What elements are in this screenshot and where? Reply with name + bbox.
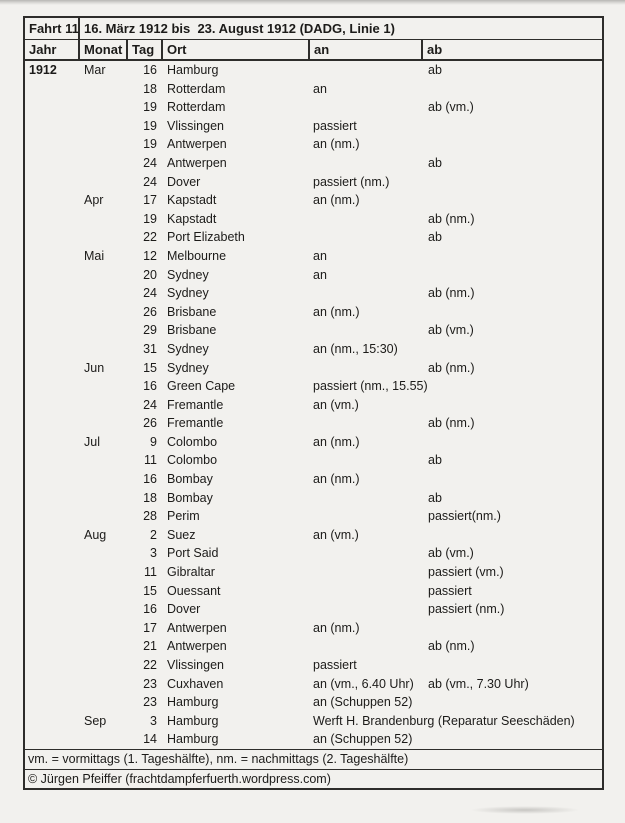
table-row	[24, 712, 603, 731]
cell-ort: Antwerpen	[167, 155, 227, 170]
cell-ab	[422, 266, 603, 285]
cell-jahr	[24, 489, 79, 508]
cell-ort: Sydney	[167, 267, 209, 282]
cell-ort: Hamburg	[167, 732, 219, 747]
cell-ab: ab	[428, 453, 442, 468]
col-header-ort: Ort	[162, 39, 309, 60]
table-row	[24, 451, 603, 470]
cell-ort: Antwerpen	[167, 639, 227, 654]
cell-monat	[79, 656, 127, 675]
cell-monat	[79, 154, 127, 173]
cell-an: passiert (nm.)	[313, 174, 390, 189]
cell-ab	[422, 173, 603, 192]
table-row	[24, 489, 603, 508]
cell-an: an (nm.)	[313, 137, 360, 152]
cell-jahr	[24, 228, 79, 247]
table-row	[24, 563, 603, 582]
table-row	[24, 303, 603, 322]
cell-jahr	[24, 507, 79, 526]
cell-tag: 14	[143, 732, 157, 747]
cell-ort: Rotterdam	[167, 81, 226, 96]
cell-monat	[79, 414, 127, 433]
cell-monat	[79, 173, 127, 192]
cell-tag: 3	[150, 713, 157, 728]
cell-ort: Bombay	[167, 472, 213, 487]
scan-smudge-artifact	[470, 806, 580, 814]
cell-jahr	[24, 600, 79, 619]
cell-an	[309, 228, 422, 247]
cell-an: an (vm.)	[313, 397, 359, 412]
cell-an	[309, 154, 422, 173]
cell-an	[309, 321, 422, 340]
cell-monat	[79, 98, 127, 117]
cell-jahr	[24, 433, 79, 452]
cell-monat	[79, 637, 127, 656]
table-row	[24, 98, 603, 117]
cell-tag: 18	[143, 81, 157, 96]
cell-ab	[422, 117, 603, 136]
cell-an	[309, 414, 422, 433]
cell-jahr	[24, 563, 79, 582]
table-row	[24, 693, 603, 712]
table-row	[24, 173, 603, 192]
cell-an: an (Schuppen 52)	[313, 732, 413, 747]
table-row	[24, 619, 603, 638]
cell-ort: Port Said	[167, 546, 219, 561]
table-row	[24, 730, 603, 749]
cell-tag: 31	[143, 341, 157, 356]
cell-ab: passiert (vm.)	[428, 565, 504, 580]
table-row	[24, 582, 603, 601]
cell-ort: Brisbane	[167, 304, 217, 319]
cell-jahr	[24, 526, 79, 545]
cell-an: Werft H. Brandenburg (Reparatur Seeschäden)	[313, 713, 575, 728]
cell-an	[309, 359, 422, 378]
cell-tag: 18	[143, 490, 157, 505]
cell-ab: ab	[428, 155, 442, 170]
cell-tag: 28	[143, 509, 157, 524]
cell-an: an (nm.)	[313, 620, 360, 635]
cell-jahr	[24, 135, 79, 154]
cell-ab	[422, 470, 603, 489]
cell-jahr	[24, 247, 79, 266]
table-row	[24, 191, 603, 210]
cell-ab: passiert	[428, 583, 472, 598]
cell-monat	[79, 451, 127, 470]
cell-ort: Gibraltar	[167, 565, 215, 580]
table-row	[24, 675, 603, 694]
cell-ab: ab	[428, 490, 442, 505]
cell-an: passiert	[313, 658, 357, 672]
cell-monat	[79, 340, 127, 359]
cell-tag: 16	[143, 63, 157, 77]
table-row	[24, 470, 603, 489]
cell-ab	[422, 433, 603, 452]
cell-jahr	[24, 80, 79, 99]
col-header-ab: ab	[422, 39, 603, 60]
abbreviation-legend: vm. = vormittags (1. Tageshälfte), nm. = nachmittags (2. Tageshälfte)	[24, 749, 603, 769]
cell-an	[309, 544, 422, 563]
cell-ort: Rotterdam	[167, 100, 226, 115]
cell-ort: Ouessant	[167, 583, 221, 598]
cell-an: an (Schuppen 52)	[313, 695, 413, 710]
cell-ab	[422, 135, 603, 154]
cell-ab: ab	[428, 230, 442, 245]
cell-monat	[79, 730, 127, 749]
cell-tag: 22	[143, 230, 157, 245]
table-row	[24, 117, 603, 136]
table-row	[24, 321, 603, 340]
cell-ort: Green Cape	[167, 379, 236, 394]
cell-an	[309, 507, 422, 526]
table-row	[24, 340, 603, 359]
cell-ort: Hamburg	[167, 63, 219, 77]
cell-jahr: 1912	[29, 63, 57, 77]
cell-ort: Vlissingen	[167, 118, 224, 133]
table-row	[24, 284, 603, 303]
table-row	[24, 637, 603, 656]
cell-jahr	[24, 396, 79, 415]
cell-tag: 20	[143, 267, 157, 282]
copyright-row	[24, 769, 603, 789]
cell-tag: 15	[143, 360, 157, 375]
cell-ort: Dover	[167, 602, 201, 617]
cell-jahr	[24, 712, 79, 731]
cell-monat	[79, 544, 127, 563]
cell-ab: ab (nm.)	[428, 639, 475, 654]
cell-ab	[422, 191, 603, 210]
cell-an	[309, 451, 422, 470]
cell-ort: Melbourne	[167, 248, 227, 263]
cell-tag: 26	[143, 416, 157, 431]
cell-tag: 23	[143, 676, 157, 691]
cell-jahr	[24, 377, 79, 396]
cell-monat: Jun	[84, 360, 105, 375]
cell-tag: 15	[143, 583, 157, 598]
cell-an: an	[313, 267, 327, 282]
cell-monat: Aug	[84, 527, 107, 542]
cell-tag: 26	[143, 304, 157, 319]
table-row	[24, 507, 603, 526]
cell-ort: Fremantle	[167, 416, 224, 431]
cell-tag: 19	[143, 211, 157, 226]
table-row	[24, 544, 603, 563]
cell-ort: Sydney	[167, 341, 209, 356]
cell-ort: Antwerpen	[167, 137, 227, 152]
col-header-monat: Monat	[79, 39, 127, 60]
cell-ab	[422, 396, 603, 415]
cell-ab: ab	[428, 63, 442, 77]
cell-jahr	[24, 730, 79, 749]
cell-an: an (nm.)	[313, 304, 360, 319]
cell-ort: Hamburg	[167, 695, 219, 710]
copyright-text: © Jürgen Pfeiffer (frachtdampferfuerth.wordpress.com)	[24, 769, 603, 789]
cell-ort: Colombo	[167, 434, 218, 449]
cell-an	[309, 600, 422, 619]
cell-ort: Fremantle	[167, 397, 224, 412]
cell-monat	[79, 470, 127, 489]
cell-tag: 22	[143, 658, 157, 672]
cell-ab: ab (nm.)	[428, 211, 475, 226]
cell-jahr	[24, 173, 79, 192]
cell-ort: Suez	[167, 527, 196, 542]
cell-tag: 19	[143, 137, 157, 152]
cell-tag: 21	[143, 639, 157, 654]
cell-monat	[79, 80, 127, 99]
cell-monat	[79, 675, 127, 694]
cell-jahr	[24, 637, 79, 656]
cell-tag: 24	[143, 397, 157, 412]
cell-ab: ab (nm.)	[428, 360, 475, 375]
cell-an: passiert (nm., 15.55)	[313, 379, 428, 394]
cell-ort: Sydney	[167, 286, 209, 301]
cell-ab: ab (nm.)	[428, 286, 475, 301]
cell-ort: Kapstadt	[167, 193, 217, 208]
cell-ort: Vlissingen	[167, 658, 224, 672]
cell-monat	[79, 377, 127, 396]
cell-monat	[79, 507, 127, 526]
cell-jahr	[24, 284, 79, 303]
cell-monat	[79, 284, 127, 303]
cell-tag: 29	[143, 323, 157, 338]
cell-ab	[422, 693, 603, 712]
cell-jahr	[24, 414, 79, 433]
cell-an	[309, 489, 422, 508]
cell-monat: Apr	[84, 193, 104, 208]
cell-monat: Jul	[84, 434, 100, 449]
cell-tag: 24	[143, 174, 157, 189]
scan-edge-artifact	[0, 0, 625, 5]
cell-jahr	[24, 619, 79, 638]
cell-ab	[422, 619, 603, 638]
cell-jahr	[24, 303, 79, 322]
cell-ab	[422, 80, 603, 99]
table-row	[24, 600, 603, 619]
cell-ab	[422, 730, 603, 749]
cell-ab	[422, 656, 603, 675]
cell-jahr	[24, 210, 79, 229]
voyage-table	[23, 16, 604, 790]
cell-monat	[79, 117, 127, 136]
cell-tag: 24	[143, 286, 157, 301]
cell-an	[309, 563, 422, 582]
cell-jahr	[24, 266, 79, 285]
table-row	[24, 210, 603, 229]
cell-an: an (nm.)	[313, 193, 360, 208]
cell-jahr	[24, 98, 79, 117]
table-title-row	[24, 17, 603, 39]
cell-an: an (nm., 15:30)	[313, 341, 398, 356]
table-row	[24, 656, 603, 675]
cell-tag: 16	[143, 379, 157, 394]
cell-monat	[79, 210, 127, 229]
table-row	[24, 228, 603, 247]
cell-ab	[422, 377, 603, 396]
cell-ort: Kapstadt	[167, 211, 217, 226]
table-row	[24, 526, 603, 545]
cell-tag: 19	[143, 118, 157, 133]
cell-ab: ab (vm.)	[428, 100, 474, 115]
cell-monat	[79, 619, 127, 638]
cell-jahr	[24, 154, 79, 173]
cell-tag: 2	[150, 527, 157, 542]
cell-ab: ab (vm.)	[428, 546, 474, 561]
table-row	[24, 433, 603, 452]
cell-jahr	[24, 470, 79, 489]
fahrt-number-label: Fahrt 11	[24, 17, 79, 39]
cell-monat	[79, 563, 127, 582]
cell-jahr	[24, 656, 79, 675]
cell-tag: 17	[143, 193, 157, 208]
cell-ort: Bombay	[167, 490, 213, 505]
cell-ort: Hamburg	[167, 713, 219, 728]
cell-an: an	[313, 81, 327, 96]
cell-tag: 23	[143, 695, 157, 710]
cell-monat	[79, 135, 127, 154]
cell-monat	[79, 693, 127, 712]
table-row	[24, 266, 603, 285]
cell-jahr	[24, 544, 79, 563]
cell-an: an (vm.)	[313, 527, 359, 542]
column-header-row	[24, 39, 603, 60]
cell-ort: Cuxhaven	[167, 676, 224, 691]
cell-an	[309, 637, 422, 656]
cell-ab	[422, 247, 603, 266]
cell-monat	[79, 489, 127, 508]
cell-jahr	[24, 191, 79, 210]
table-row	[24, 135, 603, 154]
table-row	[24, 414, 603, 433]
cell-ort: Colombo	[167, 453, 218, 468]
cell-jahr	[24, 359, 79, 378]
cell-an: passiert	[313, 118, 357, 133]
cell-jahr	[24, 451, 79, 470]
cell-ort: Sydney	[167, 360, 209, 375]
cell-tag: 11	[144, 565, 157, 580]
cell-tag: 19	[143, 100, 157, 115]
cell-ab	[422, 340, 603, 359]
cell-monat	[79, 582, 127, 601]
cell-jahr	[24, 117, 79, 136]
cell-an	[309, 60, 422, 80]
table-row	[24, 377, 603, 396]
cell-ab	[422, 526, 603, 545]
cell-ort: Dover	[167, 174, 201, 189]
table-row	[24, 359, 603, 378]
cell-an: an (nm.)	[313, 434, 360, 449]
cell-monat	[79, 266, 127, 285]
cell-tag: 11	[144, 453, 157, 468]
cell-monat	[79, 321, 127, 340]
cell-monat: Mar	[84, 63, 106, 77]
cell-tag: 24	[143, 155, 157, 170]
cell-jahr	[24, 321, 79, 340]
cell-ab	[422, 303, 603, 322]
cell-ort: Antwerpen	[167, 620, 227, 635]
table-row	[24, 154, 603, 173]
cell-jahr	[24, 582, 79, 601]
cell-ab: ab (nm.)	[428, 416, 475, 431]
cell-tag: 9	[150, 434, 157, 449]
cell-ab: ab (vm., 7.30 Uhr)	[428, 676, 529, 691]
cell-monat	[79, 303, 127, 322]
cell-an: an	[313, 248, 327, 263]
cell-an	[309, 582, 422, 601]
cell-an: an (nm.)	[313, 472, 360, 487]
table-row	[24, 80, 603, 99]
cell-monat: Mai	[84, 248, 105, 263]
cell-an	[309, 210, 422, 229]
col-header-an: an	[309, 39, 422, 60]
cell-an	[309, 98, 422, 117]
cell-tag: 16	[143, 602, 157, 617]
cell-jahr	[24, 693, 79, 712]
table-row	[24, 396, 603, 415]
cell-ort: Perim	[167, 509, 200, 524]
cell-monat	[79, 600, 127, 619]
cell-tag: 3	[150, 546, 157, 561]
itinerary-rows	[24, 60, 603, 749]
cell-tag: 17	[143, 620, 157, 635]
col-header-jahr: Jahr	[24, 39, 79, 60]
cell-ab: ab (vm.)	[428, 323, 474, 338]
cell-tag: 12	[143, 248, 157, 263]
cell-ab: passiert (nm.)	[428, 602, 505, 617]
cell-ort: Brisbane	[167, 323, 217, 338]
voyage-period-title: 16. März 1912 bis 23. August 1912 (DADG, Linie 1)	[79, 17, 603, 39]
cell-ort: Port Elizabeth	[167, 230, 245, 245]
col-header-tag: Tag	[127, 39, 162, 60]
cell-monat	[79, 228, 127, 247]
cell-tag: 16	[143, 472, 157, 487]
cell-jahr	[24, 675, 79, 694]
table-row	[24, 247, 603, 266]
cell-jahr	[24, 340, 79, 359]
cell-monat: Sep	[84, 713, 107, 728]
cell-monat	[79, 396, 127, 415]
table-row	[24, 60, 603, 80]
cell-an: an (vm., 6.40 Uhr)	[313, 676, 414, 691]
footnote-row	[24, 749, 603, 769]
cell-an	[309, 284, 422, 303]
cell-ab: passiert(nm.)	[428, 509, 501, 524]
